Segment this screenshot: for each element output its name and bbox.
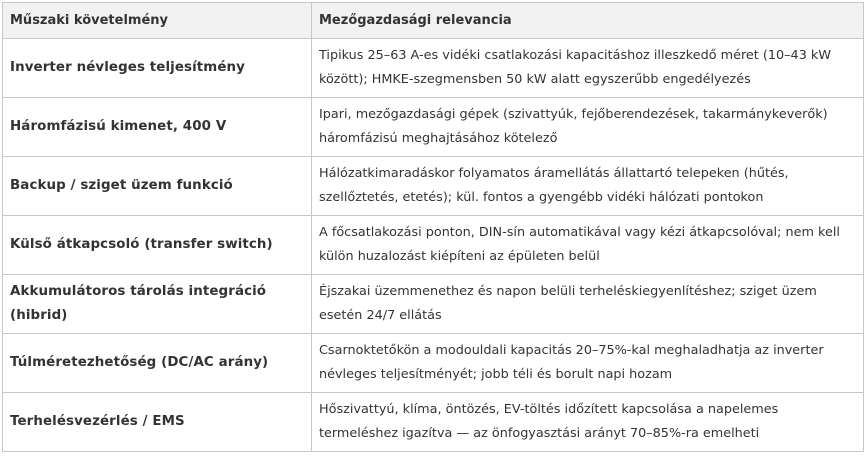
requirement-cell: Backup / sziget üzem funkció	[3, 157, 312, 216]
requirement-cell: Inverter névleges teljesítmény	[3, 39, 312, 98]
requirement-cell: Terhelésvezérlés / EMS	[3, 393, 312, 452]
relevance-cell: Tipikus 25–63 A-es vidéki csatlakozási kapacitáshoz illeszkedő méret (10–43 kW között); HMKE-szegmensben 50 kW alatt egyszerűbb engedélyezés	[312, 39, 864, 98]
table-row	[3, 216, 864, 275]
relevance-cell: A főcsatlakozási ponton, DIN-sín automatikával vagy kézi átkapcsolóval; nem kell külön huzalozást kiépíteni az épületen belül	[312, 216, 864, 275]
table-row	[3, 98, 864, 157]
relevance-cell: Hőszivattyú, klíma, öntözés, EV-töltés időzített kapcsolása a napelemes termeléshez igazítva — az önfogyasztási arányt 70–85%-ra emelheti	[312, 393, 864, 452]
header-relevance: Mezőgazdasági relevancia	[312, 3, 864, 39]
table-header-row	[3, 3, 864, 39]
requirement-cell: Háromfázisú kimenet, 400 V	[3, 98, 312, 157]
table-row	[3, 157, 864, 216]
table-row	[3, 39, 864, 98]
requirement-cell: Akkumulátoros tárolás integráció (hibrid)	[3, 275, 312, 334]
relevance-cell: Éjszakai üzemmenethez és napon belüli terheléskiegyenlítéshez; sziget üzem esetén 24/7 ellátás	[312, 275, 864, 334]
relevance-cell: Hálózatkimaradáskor folyamatos áramellátás állattartó telepeken (hűtés, szellőztetés, etetés); kül. fontos a gyengébb vidéki hálózati pontokon	[312, 157, 864, 216]
requirement-cell: Külső átkapcsoló (transfer switch)	[3, 216, 312, 275]
relevance-cell: Csarnoktetőkön a modouldali kapacitás 20–75%-kal meghaladhatja az inverter névleges teljesítményét; jobb téli és borult napi hozam	[312, 334, 864, 393]
requirements-table	[2, 2, 864, 452]
table-row	[3, 334, 864, 393]
relevance-cell: Ipari, mezőgazdasági gépek (szivattyúk, fejőberendezések, takarmánykeverők) háromfázisú meghajtásához kötelező	[312, 98, 864, 157]
table-row	[3, 393, 864, 452]
requirement-cell: Túlméretezhetőség (DC/AC arány)	[3, 334, 312, 393]
header-requirement: Műszaki követelmény	[3, 3, 312, 39]
table-row	[3, 275, 864, 334]
